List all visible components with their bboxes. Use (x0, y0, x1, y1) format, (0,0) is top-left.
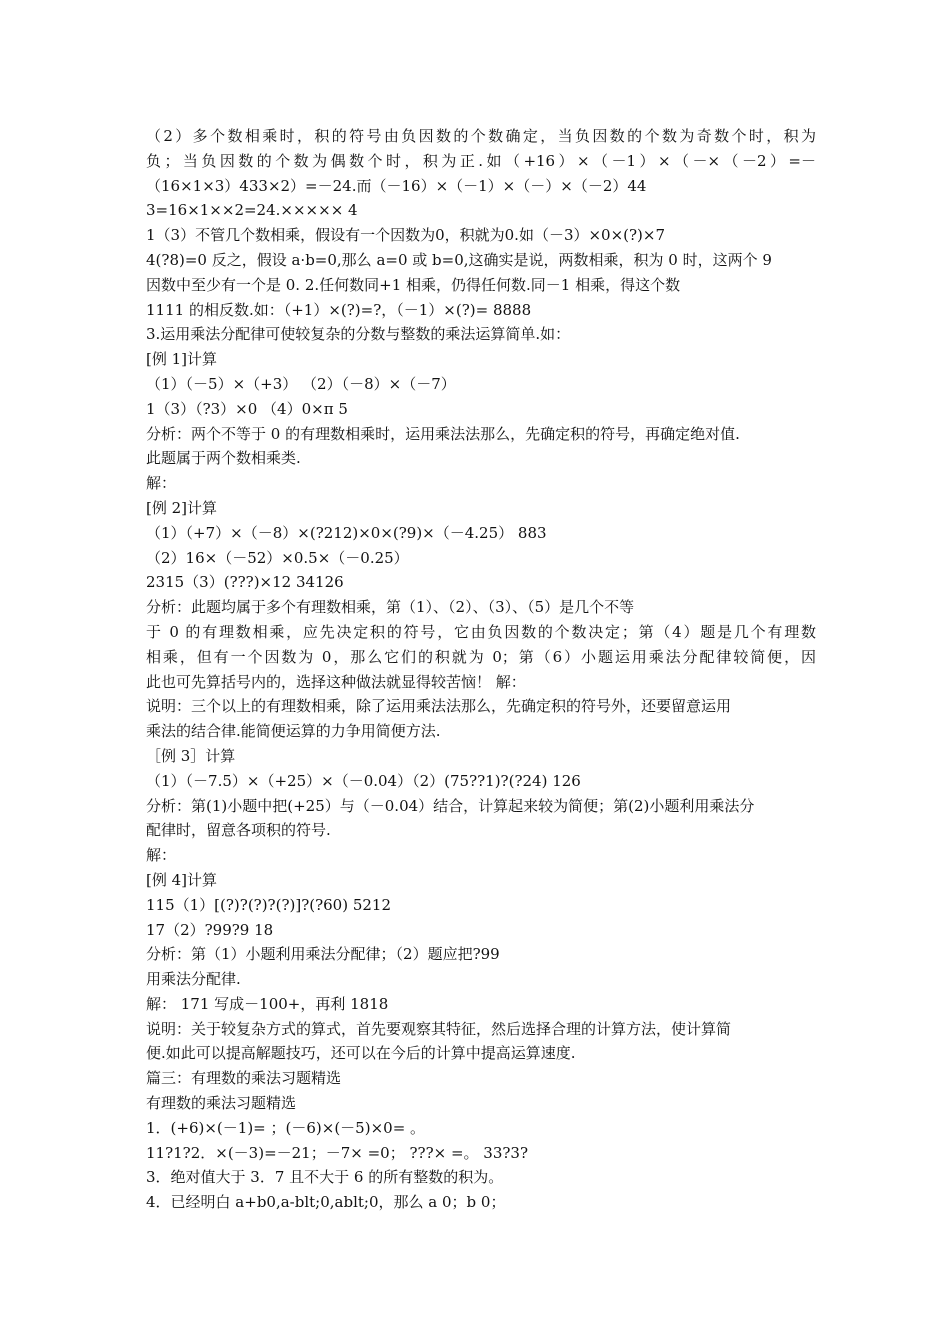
text-line: 115（1）[(?)?(?)?(?)]?(?60) 5212 (146, 895, 392, 914)
text-line: 1（3）（?3）×0 （4）0×π 5 (146, 399, 348, 418)
text-line: （1）（－7.5）×（+25）×（－0.04）（2）(75??1)?(?24) 126 (146, 771, 581, 790)
text-line: 3.运用乘法分配律可使较复杂的分数与整数的乘法运算简单.如： (146, 325, 571, 344)
text-line: 解： (146, 846, 177, 865)
text-line: 分析：两个不等于 0 的有理数相乘时，运用乘法法那么，先确定积的符号，再确定绝对值. (146, 424, 740, 443)
text-line: [例 1]计算 (146, 350, 218, 369)
text-line: （2）16×（－52）×0.5×（－0.25） (146, 548, 409, 567)
text-line: 分析：第（1）小题利用乘法分配律；（2）题应把?99 (146, 945, 500, 964)
text-line: 篇三：有理数的乘法习题精选 (146, 1069, 342, 1088)
text-line: 分析：第(1)小题中把(+25）与（－0.04）结合，计算起来较为简便；第(2)小题利用乘法分 (146, 796, 755, 815)
text-line: （2）多个数相乘时，积的符号由负因数的个数确定，当负因数的个数为奇数个时，积为 (146, 127, 816, 145)
text-line: 因数中至少有一个是 0. 2.任何数同+1 相乘，仍得任何数.同－1 相乘，得这个数 (146, 275, 681, 294)
text-line: 解： 171 写成－100+，再利 1818 (146, 994, 389, 1013)
text-line: 相乘，但有一个因数为 0，那么它们的积就为 0；第（6）小题运用乘法分配律较简便，因 (146, 647, 816, 666)
text-line: 解： (146, 474, 177, 493)
text-line: 便.如此可以提高解题技巧，还可以在今后的计算中提高运算速度. (146, 1044, 576, 1063)
text-line: （1）（+7）×（－8）×(?212)×0×(?9)×（－4.25） 883 (146, 523, 547, 542)
text-line: 说明：关于较复杂方式的算式，首先要观察其特征，然后选择合理的计算方法，使计算简 (146, 1019, 732, 1038)
text-line: 1111 的相反数.如：（+1）×(?)=?，（－1）×(?)= 8888 (146, 300, 532, 319)
text-line: [例 4]计算 (146, 870, 218, 889)
text-line: 分析：此题均属于多个有理数相乘，第（1）、（2）、（3）、（5）是几个不等 (146, 598, 635, 617)
text-line: 乘法的结合律.能简便运算的力争用简便方法. (146, 722, 441, 741)
text-line: 3=16×1××2=24.××××× 4 (146, 201, 358, 220)
text-line: ［例 3］计算 (146, 746, 236, 765)
text-line: 4(?8)=0 反之，假设 a·b=0,那么 a=0 或 b=0,这确实是说，两数相乘，积为 0 时，这两个 9 (146, 250, 772, 269)
text-line: 3．绝对值大于 3．7 且不大于 6 的所有整数的积为。 (146, 1168, 504, 1187)
text-line: 2315（3）(???)×12 34126 (146, 573, 344, 592)
text-line: 有理数的乘法习题精选 (146, 1094, 297, 1113)
text-line: 1．(+6)×(－1)= ；(－6)×(－5)×0= 。 (146, 1118, 426, 1137)
text-line: 此也可先算括号内的，选择这种做法就显得较苦恼！ 解： (146, 672, 526, 691)
document-body (146, 124, 816, 1215)
text-line: 负；当负因数的个数为偶数个时，积为正.如（+16）×（－1）×（－×（－2）=－ (146, 151, 816, 170)
text-line: 配律时，留意各项积的符号. (146, 821, 331, 840)
text-line: （16×1×3）433×2）=－24.而（－16）×（－1）×（－）×（－2）44 (146, 176, 647, 195)
text-line: 用乘法分配律. (146, 970, 241, 989)
text-line: （1）（－5）×（+3） （2）（－8）×（－7） (146, 374, 456, 393)
text-line: 说明：三个以上的有理数相乘，除了运用乘法法那么，先确定积的符号外，还要留意运用 (146, 697, 732, 716)
text-line: 1（3）不管几个数相乘，假设有一个因数为0，积就为0.如（－3）×0×(?)×7 (146, 226, 666, 245)
text-line: 4．已经明白 a+b0,a-blt;0,ablt;0，那么 a 0；b 0； (146, 1193, 506, 1212)
text-line: 于 0 的有理数相乘，应先决定积的符号，它由负因数的个数决定；第（4）题是几个有理数 (146, 622, 816, 641)
text-line: [例 2]计算 (146, 498, 218, 517)
text-line: 此题属于两个数相乘类. (146, 449, 301, 468)
text-line: 11?1?2．×(－3)=－21；－7× =0； ???× =。 33?3? (146, 1143, 529, 1162)
text-line: 17（2）?99?9 18 (146, 920, 274, 939)
